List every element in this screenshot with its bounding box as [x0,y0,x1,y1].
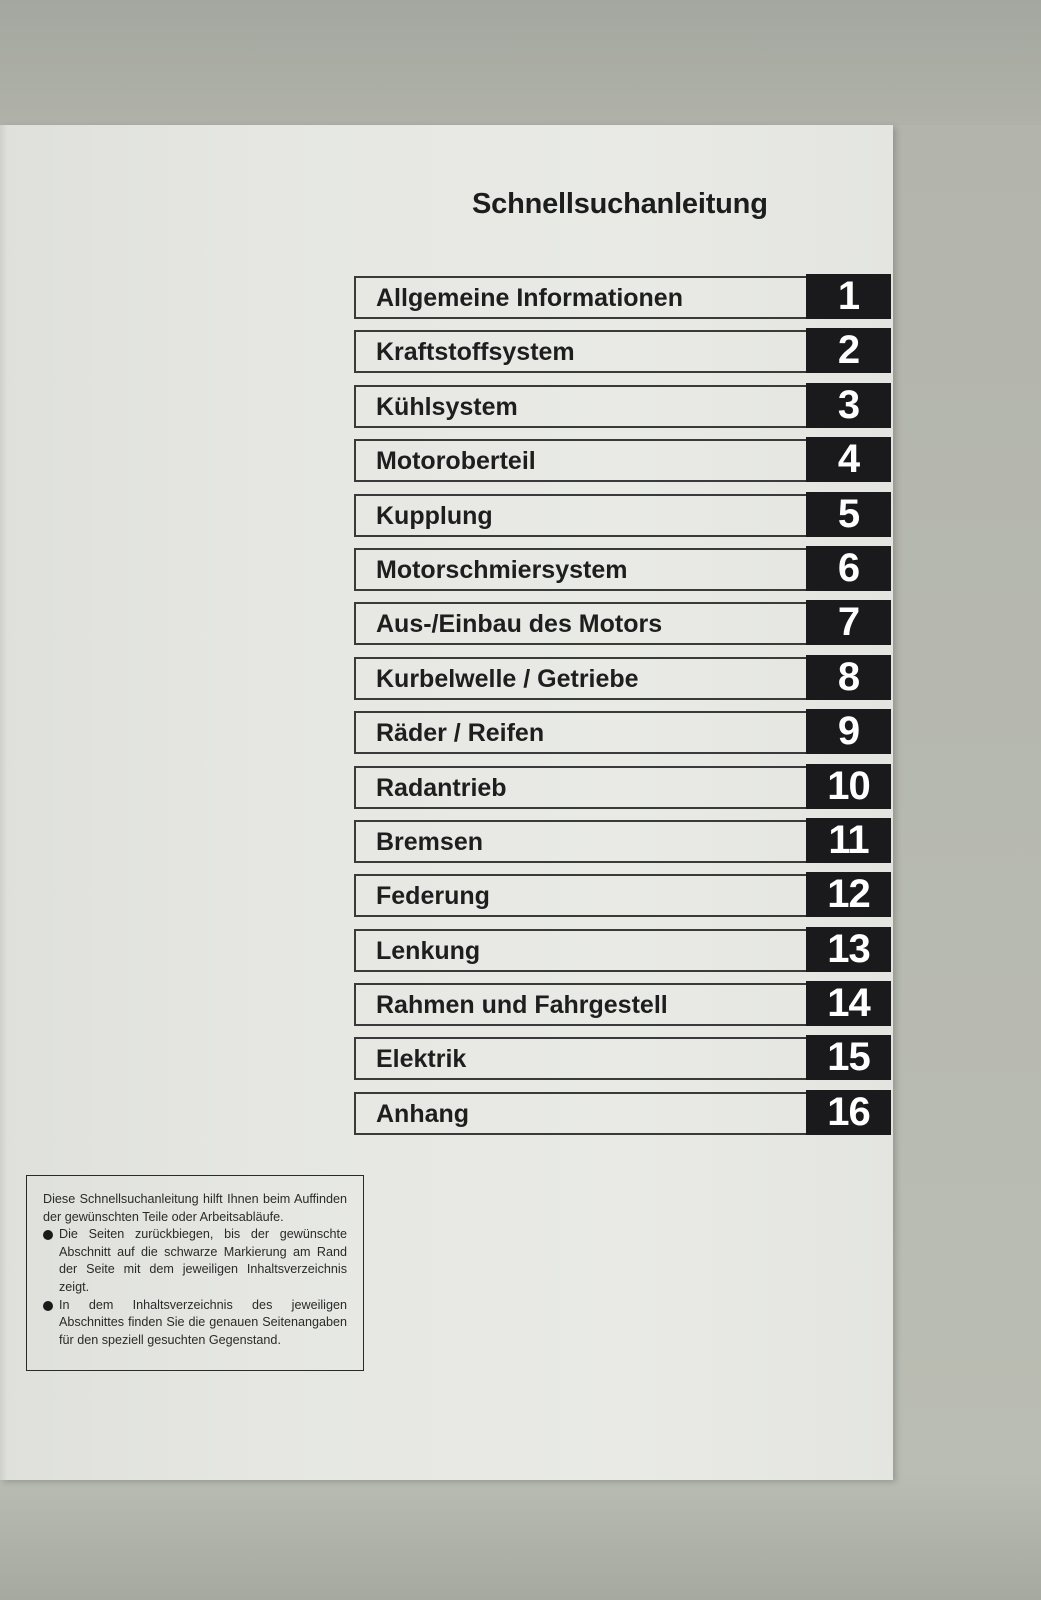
toc-row[interactable] [354,874,891,917]
quick-reference-index [354,276,891,1146]
toc-label: Kühlsystem [376,392,518,421]
toc-label: Kupplung [376,501,493,530]
toc-label-box [354,602,808,645]
toc-label-box [354,1092,808,1135]
section-number-tab: 10 [806,764,891,809]
section-number-tab: 5 [806,492,891,537]
toc-label-box [354,766,808,809]
toc-label: Motoroberteil [376,447,536,476]
toc-label-box [354,276,808,319]
section-number-tab: 2 [806,328,891,373]
page-edge [0,125,8,1480]
section-number-tab: 7 [806,600,891,645]
toc-label-box [354,385,808,428]
section-number-tab: 11 [806,818,891,863]
toc-label: Elektrik [376,1045,467,1074]
toc-row[interactable] [354,382,891,428]
section-number-tab: 13 [806,927,891,972]
toc-label: Anhang [376,1099,470,1128]
toc-label-box [354,439,808,482]
toc-label: Räder / Reifen [376,719,545,748]
toc-label: Bremsen [376,827,483,856]
toc-label-box [354,929,808,972]
toc-row[interactable] [354,1089,891,1135]
background-top [0,0,1041,125]
toc-row[interactable] [354,711,891,754]
toc-label: Lenkung [376,936,481,965]
section-number-tab: 15 [806,1035,891,1080]
section-number-tab: 9 [806,709,891,754]
toc-label-box [354,1037,808,1080]
toc-label-box [354,548,808,591]
page-title: Schnellsuchanleitung [472,188,768,220]
toc-label: Kurbelwelle / Getriebe [376,664,639,693]
toc-label: Radantrieb [376,773,507,802]
toc-label-box [354,657,808,700]
toc-label: Allgemeine Informationen [376,284,683,312]
bullet-icon [43,1301,53,1311]
section-number-tab: 8 [806,655,891,700]
bullet-icon [43,1230,53,1240]
instruction-note [26,1175,364,1371]
toc-row[interactable] [354,491,891,537]
toc-label: Motorschmiersystem [376,555,628,584]
toc-label-box [354,494,808,537]
toc-label-box [354,874,808,917]
section-number-tab: 1 [806,274,891,319]
toc-row[interactable] [354,926,891,972]
toc-row[interactable] [354,654,891,700]
toc-row[interactable] [354,276,891,319]
note-bullet [43,1226,347,1296]
note-bullet-text: Die Seiten zurückbiegen, bis der gewünschte Abschnitt auf die schwarze Markierung am Rand der Seite mit dem jeweiligen Inhaltsverzeichnis zeigt. [59,1227,347,1294]
toc-row[interactable] [354,330,891,373]
toc-row[interactable] [354,1037,891,1080]
section-number-tab: 3 [806,383,891,428]
toc-row[interactable] [354,545,891,591]
toc-row[interactable] [354,439,891,482]
toc-label-box [354,711,808,754]
toc-row[interactable] [354,983,891,1026]
toc-row[interactable] [354,763,891,809]
toc-row[interactable] [354,602,891,645]
toc-label: Aus-/Einbau des Motors [376,610,663,639]
section-number-tab: 6 [806,546,891,591]
toc-label-box [354,330,808,373]
section-number-tab: 16 [806,1090,891,1135]
section-number-tab: 12 [806,872,891,917]
toc-label: Federung [376,882,490,911]
toc-label-box [354,983,808,1026]
toc-label-box [354,820,808,863]
note-bullet [43,1297,347,1350]
toc-row[interactable] [354,817,891,863]
toc-label: Kraftstoffsystem [376,338,575,367]
toc-label: Rahmen und Fahrgestell [376,991,668,1020]
section-number-tab: 14 [806,981,891,1026]
note-bullet-text: In dem Inhaltsverzeichnis des jeweiligen Abschnittes finden Sie die genauen Seitenangaben für den speziell gesuchten Gegenstand. [59,1297,347,1347]
note-intro: Diese Schnellsuchanleitung hilft Ihnen beim Auffinden der gewünschten Teile oder Arbeitsabläufe. [43,1192,347,1224]
section-number-tab: 4 [806,437,891,482]
